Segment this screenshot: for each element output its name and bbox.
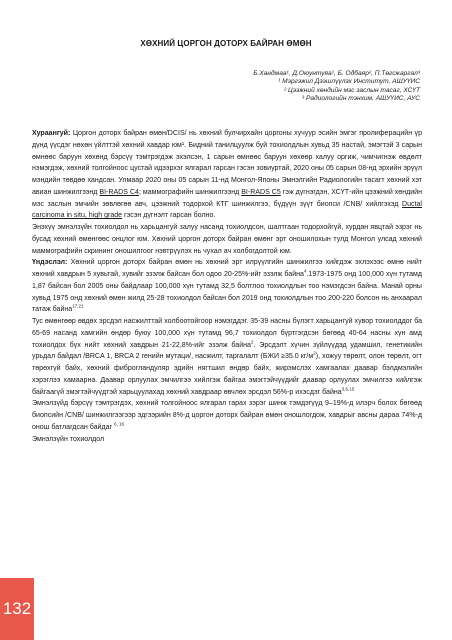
clinical-paragraph: Эмнэлзүйд бэрсүү тэмтрэгдэх, хөхний толгойноос ялгарал гарах зэрэг шинж тэмдэгүүд 9–19%-д илэрч болох бөгөөд биопсийн /CNB/ шинжилгээгээр эдгээрийн 8%-д цоргон доторх байран өмөн оношлогдож, хавдрыг авсны дараа 74%-д онош батлагдсан байдаг $^{6, 16}$ (32, 400, 422, 431)
affiliation-1: ¹ Мэргэжил Дээшлүүлэх Институт, АШУҮИС (278, 78, 420, 86)
birads-c5: BI-RADS C5 (241, 188, 281, 196)
birads-c4: BI-RADS C4 (99, 188, 139, 196)
section-heading-clinical-case: Эмнэлзүйн тохиолдол (32, 435, 105, 443)
author-names: Б.Хандмаа¹, Д.Оюунтуяа¹, Б. Одбаяр², П.Төгсжаргал³ (253, 70, 420, 77)
summary-paragraph: Энэхүү эмнэлзүйн тохиолдол нь харьцангуй залуу насанд тохиолдсон, шалтгаан тодорхойгүй, хурдан явцтай эзрэг нь бусад хөхний өмөнгөөс онцлог юм. Хөхний цоргон доторх байран өмөнг эрт оношилохын тулд Монгол улсад хөхний маммографийн скрининг оношилгоог нэвтрүүлэх нь чухал ач холбогдолтой юм. (32, 224, 422, 255)
author-block (253, 70, 420, 103)
intro-heading: Үндэслэл: (32, 259, 68, 267)
affiliation-2: ² Цээжний хөндийн мэс заслын тасаг, ХСҮТ (284, 86, 420, 94)
abstract-heading: Хураангуй: (32, 130, 71, 137)
abstract-paragraph: Хураангуй: Цоргон доторх байран өмөн/DCIS/ нь хөхний булчирхайн цоргоны хучуур эсийн эмгэг пролиферацийн үр дүнд үүсдэг нөхөн үйлттэй хөхний хавдар юм¹. Бидний танилцуулж буй тохиолдлын хувьд 35 настай, эмэгтэй 3 сарын өмнөөс баруун хөхөнд бэрсүү тэмтрэгдэж эхэлсэн, 1 сарын өмнөөс баруун хөхөөр халуу оргиж, чимчигнэж өвдөлт нэмэгдэж, хөхний толгойноос цустай идээрхэг ялгарал гарсан гэсэн зовиуртай, 2020 оны 05 сарын 08-нд эрхийн эрүүл мэндийн төвдөө хандсан. Улмаар 2020 оны 05 сарын 11-нд Монгол-Японы Эмнэлгийн Радиологийн тасагт хөхний хэт авиан шинжилгээнд BI-RADS C4; маммографийн шинжилгээнд BI-RADS C5 гэж дүгнэгдэн, ХСҮТ-ийн цээжний хөндийн мэс заслын эмчийн зөвлөгөө авч, цээжний тодорхой КТГ шинжилгээ, бүдүүн зүүт биопси /CNB/ хийлгэхэд Ductal carcinoma in situ, high grade гэсэн дүгнэлт гарсан болно. (32, 130, 422, 220)
article-body (32, 128, 422, 445)
risk-paragraph: Тус өмөнгөөр өвдөх эрсдэл насжилттай холбоотойгоор нэмэгддэг. 35-39 насны бүлэгт харьцангуй хувор тохиолддог ба 65-69 насанд хамгийн өндөр буюу 100,000 хүн тутамд 96,7 тохиолдол бүртгэгдсэн бөгөөд 40-64 насны хүн амд тохиолдох бүх нийт хөхний хавдрын 21-22,8%-ийг эзэлж байна$^2$. Эрсдэлт хүчин зүйлүүдэд удамшил, генетикийн урьдал байдал /BRCA 1, BRCA 2 генийн мутаци/, насжилт, таргалалт (БЖИ ≥35.0 $кг/м^2$), хожуу төрөлт, олон төрөлт, огт төрөхгүй байх, хөхний фиброгландуляр эдийн нягтшил өндөр байх, жирэмслэх хамгаалах даавар бэлдмэлийн хэрэглээ хамаарна. Даавар орлуулах эмчилгээ хийлгэж байгаа эмэгтэйчүүдийг даавар орлуулах эмчилгээ хийлгэж байгаагүй эмэгтэйчүүдтэй харьцуулахад хөхний хавдраар өвчлөх эрсдэл 56%-р ихэсдэг байна$^{3,6,15}$ (32, 318, 422, 396)
article-title: ХӨХНИЙ ЦОРГОН ДОТОРХ БАЙРАН ӨМӨН (140, 39, 312, 48)
page-number-badge: 132 (0, 578, 34, 640)
dcis-diagnosis: Ductal carcinoma in situ, high grade (32, 200, 422, 220)
affiliation-3: ³ Радиологийн тэнхим, АШУҮИС, АУС (301, 94, 420, 102)
intro-paragraph: Үндэслэл: Хөхний цоргон доторх байран өмөн нь хөхний эрт илрүүлгийн шинжилгээ хийгдэж эхлэхээс өмнө нийт хөхний хавдрын 5 хувьтай, хувийг эзэлж байсан бол одоо 20-25%-ийг эзэлж байна$^4$.1973-1975 онд 100,000 хүн тутамд 1,87 байсан бол 2005 оны байдлаар 100,000 хүн тутамд 32,5 болтлоо тохиолдлын тоо нэмэгдсэн байна. Манай орны хувьд 1975 онд хөхний өмөн жилд 25-28 тохиолдол байсан бол 2019 онд тохиолдлын тоо 200-220 болсон нь анхаарал татаж байна$^{17,21}$ (32, 259, 422, 314)
